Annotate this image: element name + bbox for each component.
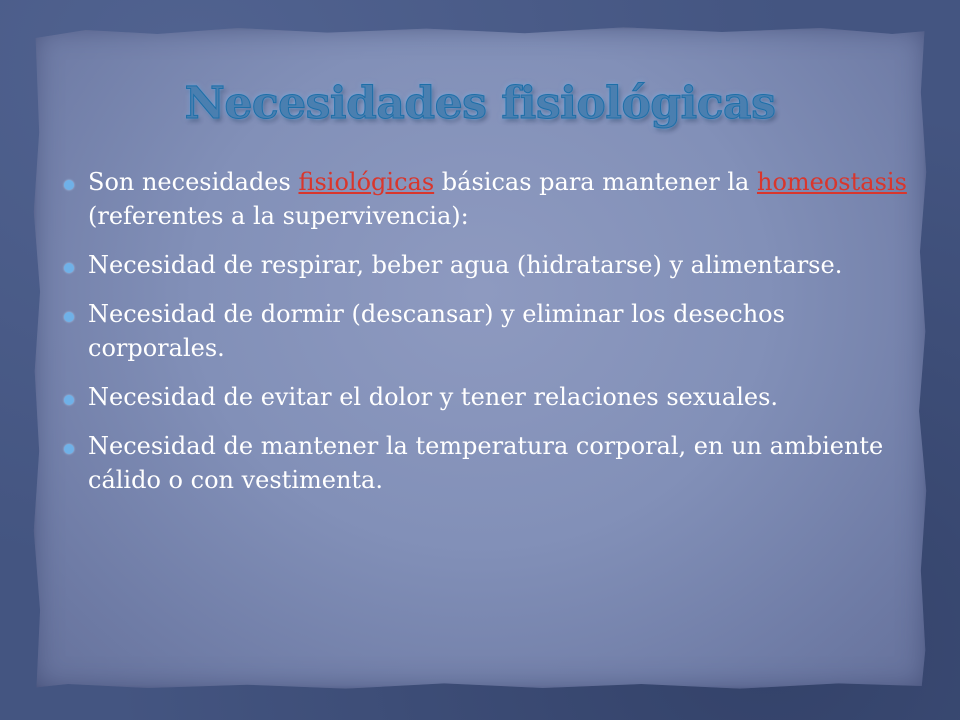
bullet-item-dolor [58,380,908,414]
bullet-dot-icon [64,180,74,190]
slide-title: Necesidades fisiológicas [184,78,776,129]
bullet-text: Necesidad de respirar, beber agua (hidratarse) y alimentarse. [88,251,843,279]
slide-content [58,165,908,512]
bullet-item-homeostasis [58,165,908,233]
bullet-item-respirar [58,248,908,282]
bullet-text: Necesidad de mantener la temperatura corporal, en un ambiente cálido o con vestimenta. [88,432,884,494]
bullet-dot-icon [64,395,74,405]
bullet-dot-icon [64,312,74,322]
bullet-dot-icon [64,263,74,273]
bullet-item-dormir [58,297,908,365]
bullet-text: Necesidad de evitar el dolor y tener relaciones sexuales. [88,383,779,411]
bullet-text: (referentes a la supervivencia): [88,202,469,230]
bullet-dot-icon [64,444,74,454]
link-homeostasis[interactable]: homeostasis [756,168,907,196]
bullet-text: Son necesidades [88,168,299,196]
bullet-list [58,165,908,497]
link-fisiologicas[interactable]: fisiológicas [298,168,435,196]
bullet-item-temperatura [58,429,908,497]
bullet-text: básicas para mantener la [434,168,757,196]
bullet-text: Necesidad de dormir (descansar) y eliminar los desechos corporales. [88,300,785,362]
